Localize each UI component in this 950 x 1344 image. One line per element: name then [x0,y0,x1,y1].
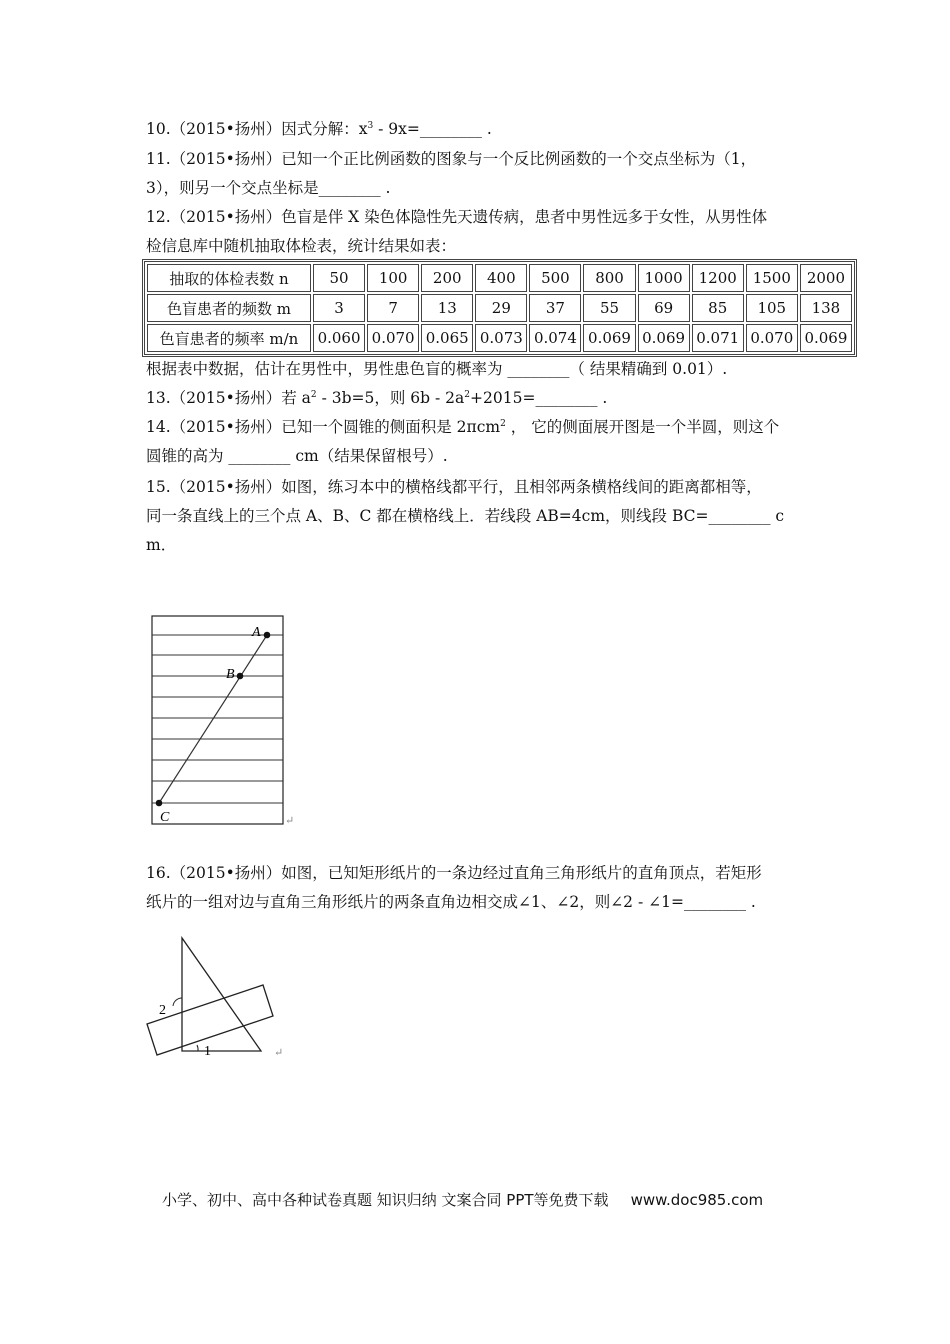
table-cell: 800 [583,264,635,292]
question-12-line2: 检信息库中随机抽取体检表，统计结果如表： [146,237,457,255]
q13-exp1: 2 [310,390,317,400]
point-b [237,673,244,680]
table-cell: 138 [800,294,852,322]
question-14-line1 [146,417,779,437]
table-cell: 7 [367,294,419,322]
statistics-table [142,259,857,357]
table-cell: 500 [529,264,581,292]
table-cell: 2000 [800,264,852,292]
table-cell: 色盲患者的频数 m [147,294,311,322]
angle-1-arc [197,1045,198,1051]
question-11-line2: 3），则另一个交点坐标是________ . [146,179,391,197]
table-row [147,324,852,352]
table-cell: 100 [367,264,419,292]
table-cell: 400 [475,264,527,292]
table-cell: 3 [313,294,365,322]
q14-part2: ， 它的侧面展开图是一个半圆，则这个 [505,418,780,436]
table-cell: 0.065 [421,324,473,352]
notebook-figure [140,608,310,830]
table-row [147,294,852,322]
table-cell: 55 [583,294,635,322]
angle-1-label: 1 [204,1044,211,1059]
q13-part3: +2015=________ . [470,389,608,407]
table-cell: 0.070 [367,324,419,352]
table-row [147,264,852,292]
table-cell: 50 [313,264,365,292]
q13-exp2: 2 [464,390,471,400]
question-15-line3: m． [146,536,177,554]
q10-text: 10.（2015•扬州）因式分解：x [146,120,368,138]
question-10 [146,119,492,139]
q14-exp1: 2 [500,419,506,429]
footer-site: www.doc985.com [630,1191,764,1209]
right-triangle [182,938,261,1051]
label-b: B [226,667,235,682]
table-cell: 200 [421,264,473,292]
table-cell: 0.074 [529,324,581,352]
table-cell: 0.073 [475,324,527,352]
table-cell: 0.060 [313,324,365,352]
page-footer [162,1189,763,1210]
table-cell: 1500 [746,264,798,292]
return-mark-icon: ↵ [285,814,295,827]
question-13 [146,388,607,408]
table-cell: 0.069 [638,324,690,352]
label-a: A [252,625,261,640]
table-cell: 69 [638,294,690,322]
point-a [264,632,271,639]
label-c: C [160,810,170,825]
table-cell: 37 [529,294,581,322]
question-11-line1: 11.（2015•扬州）已知一个正比例函数的图象与一个反比例函数的一个交点坐标为（1， [146,150,757,168]
q10-rest: - 9x=________ . [373,120,492,138]
angle-2-label: 2 [159,1003,166,1018]
table-cell: 1200 [692,264,744,292]
q10-exponent: 3 [367,121,374,131]
point-c [156,800,163,807]
table-cell: 1000 [638,264,690,292]
ruled-lines [152,635,283,803]
question-15-line1: 15.（2015•扬州）如图，练习本中的横格线都平行，且相邻两条横格线间的距离都相等， [146,478,762,496]
table-cell: 105 [746,294,798,322]
table-cell: 29 [475,294,527,322]
return-mark-icon: ↵ [274,1046,284,1059]
line-segment-ac [159,635,267,803]
question-16-line1: 16.（2015•扬州）如图，已知矩形纸片的一条边经过直角三角形纸片的直角顶点，若矩形 [146,864,762,882]
table-cell: 0.069 [800,324,852,352]
question-12-after: 根据表中数据，估计在男性中，男性患色盲的概率为 ________（ 结果精确到 0.01）. [146,360,728,378]
q13-part2: - 3b=5，则 6b - 2a [316,389,465,407]
notebook-frame [152,616,283,824]
table-cell: 色盲患者的频率 m/n [147,324,311,352]
table-cell: 抽取的体检表数 n [147,264,311,292]
table-cell: 13 [421,294,473,322]
table-cell: 0.071 [692,324,744,352]
q14-part1: 14.（2015•扬州）已知一个圆锥的侧面积是 2πcm [146,418,501,436]
question-12-line1: 12.（2015•扬州）色盲是伴 X 染色体隐性先天遗传病，患者中男性远多于女性，从男性体 [146,208,768,226]
question-14-line2: 圆锥的高为 ________ cm（结果保留根号）. [146,447,448,465]
angle-2-arc [173,998,182,1006]
table-cell: 0.070 [746,324,798,352]
q13-part1: 13.（2015•扬州）若 a [146,389,311,407]
table-cell: 85 [692,294,744,322]
triangle-rectangle-figure [140,930,300,1060]
footer-text: 小学、初中、高中各种试卷真题 知识归纳 文案合同 PPT等免费下载 [162,1191,609,1209]
question-16-line2: 纸片的一组对边与直角三角形纸片的两条直角边相交成∠1、∠2，则∠2 - ∠1=________ . [146,893,756,911]
question-15-line2: 同一条直线上的三个点 A、B、C 都在横格线上．若线段 AB=4cm，则线段 BC=________ c [146,507,785,525]
table-cell: 0.069 [583,324,635,352]
